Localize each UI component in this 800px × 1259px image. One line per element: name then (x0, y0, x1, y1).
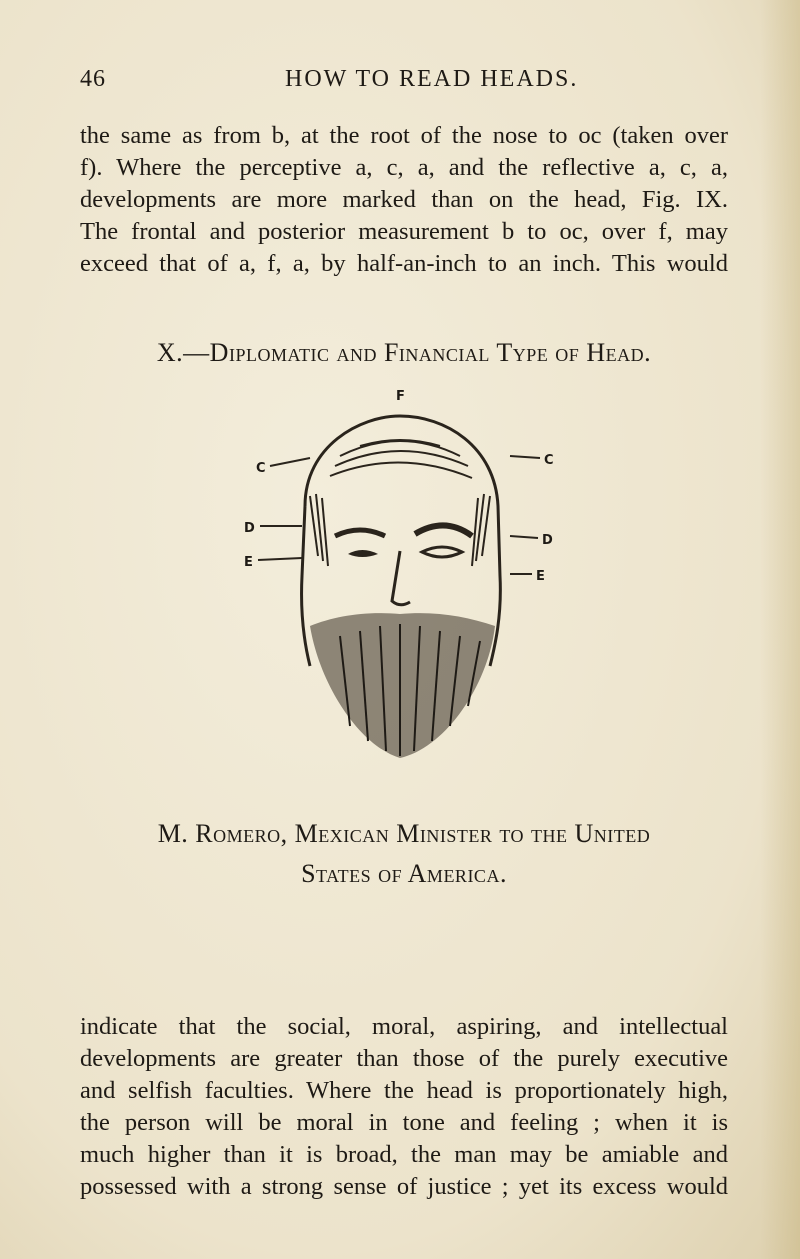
beard (310, 613, 495, 758)
label-d-left: D (244, 521, 255, 536)
text-line: exceed that of a, f, a, by half-an-inch to an inch. This would (80, 250, 728, 277)
label-c-left: C (256, 461, 266, 476)
right-eyebrow (415, 525, 472, 536)
nose (392, 551, 410, 605)
head-engraving (210, 386, 590, 786)
left-eye (348, 550, 378, 557)
figure-title: X.—Diplomatic and Financial Type of Head. (156, 338, 652, 367)
label-c-right: C (544, 453, 554, 468)
page-number: 46 (80, 66, 106, 92)
text-line: possessed with a strong sense of justice ; yet its excess would (80, 1173, 728, 1200)
label-f: F (396, 389, 405, 404)
text-line: indicate that the social, moral, aspiring, and intellectual (80, 1013, 728, 1040)
label-e-right: E (536, 569, 545, 584)
text-line: The frontal and posterior measurement b to oc, over f, may (80, 218, 728, 245)
head-outline-left (302, 506, 310, 666)
page-header (80, 66, 728, 100)
hair-hatching (310, 440, 490, 566)
right-eye (422, 547, 462, 557)
running-head: HOW TO READ HEADS. (285, 66, 579, 92)
text-line: f). Where the perceptive a, c, a, and the reflective a, c, a, (80, 154, 728, 181)
page-edge-shading (760, 0, 800, 1259)
caption-line-2: States of America. (301, 859, 507, 888)
text-line: developments are more marked than on the head, Fig. IX. (80, 186, 728, 213)
label-d-right: D (542, 533, 553, 548)
text-line: the same as from b, at the root of the nose to oc (taken over (80, 122, 728, 149)
paragraph-bottom (80, 1011, 728, 1203)
text-line: developments are greater than those of the purely executive (80, 1045, 728, 1072)
label-e-left: E (244, 555, 253, 570)
paragraph-top (80, 120, 728, 280)
left-eyebrow (335, 530, 385, 536)
text-line: much higher than it is broad, the man may be amiable and (80, 1141, 728, 1168)
text-line: and selfish faculties. Where the head is proportionately high, (80, 1077, 728, 1104)
caption-line-1: M. Romero, Mexican Minister to the United (157, 819, 651, 848)
text-line: the person will be moral in tone and feeling ; when it is (80, 1109, 728, 1136)
figure-caption (80, 814, 728, 894)
